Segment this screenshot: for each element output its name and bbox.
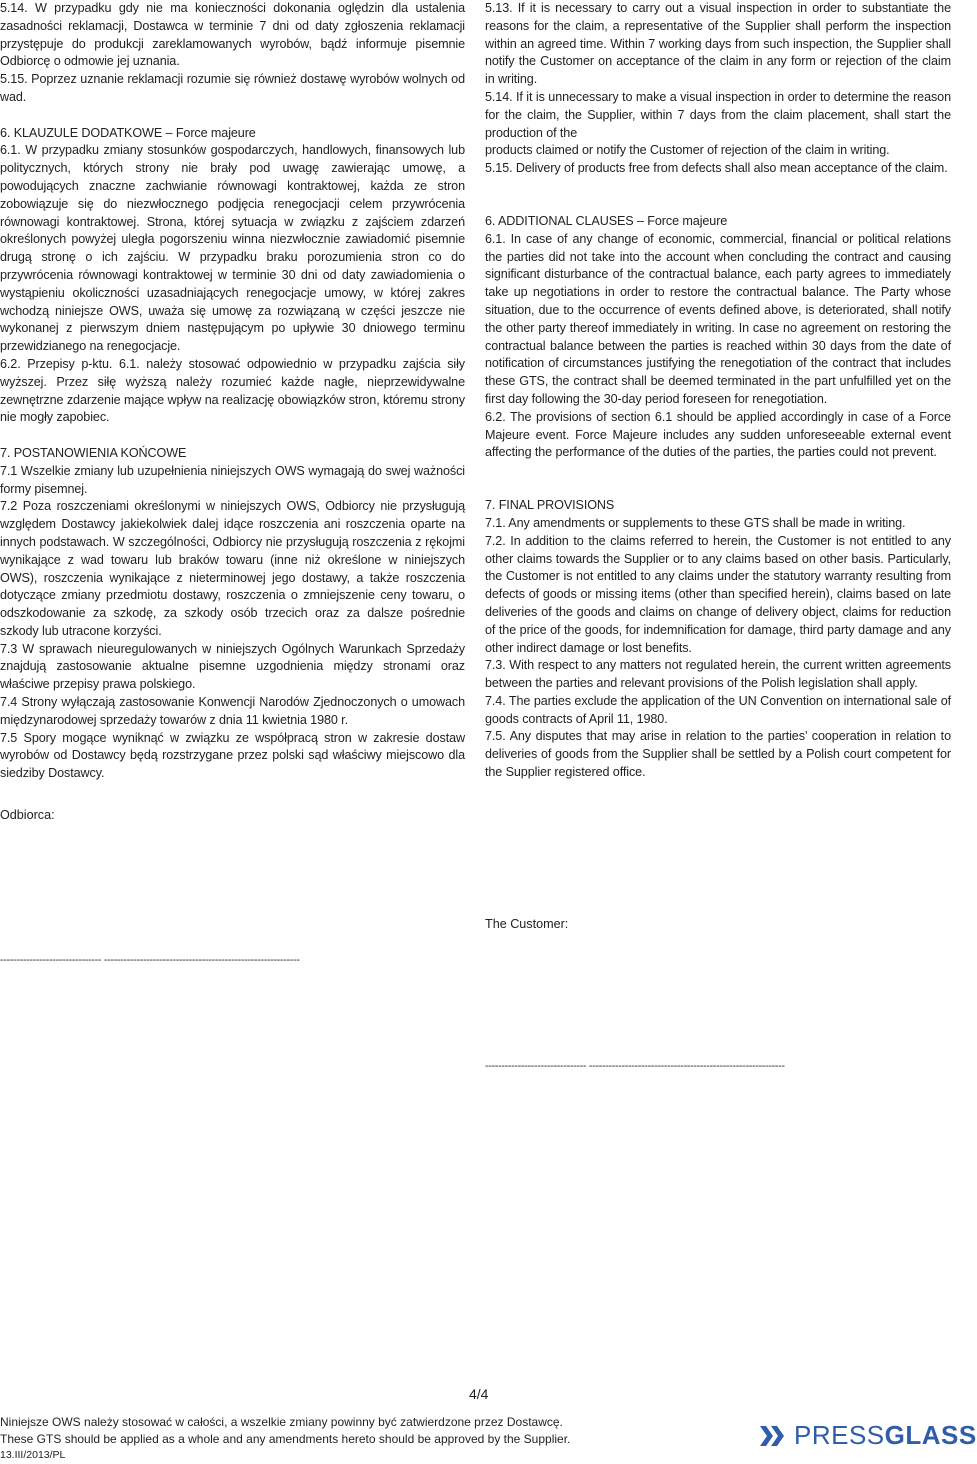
english-column [485,0,951,782]
pressglass-chevrons-logo-icon [760,1423,788,1449]
footer-note-en: These GTS should be applied as a whole and any amendments hereto should be approved by the Supplier. [0,1431,571,1446]
clause-6-2-pl: 6.2. Przepisy p-ktu. 6.1. należy stosować odpowiednio w przypadku zajścia siły wyższej. Przez siłę wyższą należy rozumieć każde nagłe, nieprzewidywalne zewnętrzne zdarzenie mające wpływ na realizację obowiązków stron, któremu strony nie mogły zapobiec. [0,356,465,425]
clause-7-2-en: 7.2. In addition to the claims referred to herein, the Customer is not entitled to any other claims towards the Supplier or to any claims based on other basis. Particularly, the Customer is not entitled to any claims under the statutory warranty resulting from defects of goods or missing items (other than specified herein), claims based on late deliveries of the goods and claims on change of delivery object, claims for reduction of the price of the goods, for indemnification for damage, third party damage and any other indirect damage or lost benefits. [485,533,951,655]
section-6-heading-pl: 6. KLAUZULE DODATKOWE – Force majeure [0,125,256,140]
clause-5-14-en: 5.14. If it is unnecessary to make a visual inspection in order to determine the reason for the claim, the Supplier, within 7 days from the claim placement, shall start the production of the [485,89,951,140]
clause-6-2-en: 6.2. The provisions of section 6.1 should be applied accordingly in case of a Force Majeure event. Force Majeure includes any sudden unforeseeable external event affecting the performance of the duties of the parties, the parties could not prevent. [485,409,951,460]
footer [0,1414,700,1464]
signature-label-pl: Odbiorca: [0,808,55,822]
signature-label-en: The Customer: [485,917,569,931]
page-number: 4/4 [469,1386,489,1402]
signature-line-pl: ------------------------------- ------------------------------------------------------------ [0,954,300,966]
clause-7-4-en: 7.4. The parties exclude the application of the UN Convention on international sale of goods contracts of April 11, 1980. [485,693,951,726]
clause-7-2-pl: 7.2 Poza roszczeniami określonymi w niniejszych OWS, Odbiorcy nie przysługują względem Dostawcy jakiekolwiek dalej idące roszczenia ani roszczenia oparte na innych podstawach. W szczególności, Odbiorcy nie przysługują roszczenia z rękojmi wynikające z wad towaru lub braków towaru (inne niż określone w niniejszych OWS), roszczenia wynikające z nieterminowej jego dostawy, a także roszczenia dotyczące zmiany przedmiotu dostawy, roszczenia o zmniejszenie ceny towaru, o odszkodowanie za szkodę, za szkody osób trzecich oraz za dalsze pośrednie szkody lub utracone korzyści. [0,499,465,638]
clause-7-1-en: 7.1. Any amendments or supplements to these GTS shall be made in writing. [485,515,906,530]
clause-5-14-en-continued: products claimed or notify the Customer of rejection of the claim in writing. [485,143,890,158]
clause-5-13-en: 5.13. If it is necessary to carry out a visual inspection in order to substantiate the reasons for the claim, a representative of the Supplier shall perform the inspection within an agreed time. Within 7 working days from such inspection, the Supplier shall notify the Customer on acceptance of the claim in any form or rejection of the claim in writing. [485,1,951,87]
polish-column [0,0,465,783]
section-7-heading-en: 7. FINAL PROVISIONS [485,498,615,513]
signature-line-en: ------------------------------- ------------------------------------------------------------ [485,1060,785,1072]
clause-7-3-en: 7.3. With respect to any matters not regulated herein, the current written agreements between the parties and relevant provisions of the Polish legislation shall apply. [485,658,951,691]
logo-text-glass: GLASS [884,1420,977,1450]
clause-7-5-en: 7.5. Any disputes that may arise in relation to the parties’ cooperation in relation to deliveries of goods from the Supplier shall be settled by a Polish court competent for the Supplier registered office. [485,729,951,780]
clause-5-15-pl: 5.15. Poprzez uznanie reklamacji rozumie się również dostawę wyrobów wolnych od wad. [0,72,465,104]
logo-wordmark [794,1420,977,1451]
clause-7-1-pl: 7.1 Wszelkie zmiany lub uzupełnienia niniejszych OWS wymagają do swej ważności formy pisemnej. [0,463,465,496]
clause-7-5-pl: 7.5 Spory mogące wyniknąć w związku ze współpracą stron w zakresie dostaw wyrobów od Dostawcy będą rozstrzygane przez polski sąd właściwy miejscowo dla siedziby Dostawcy. [0,730,465,781]
clause-6-1-pl: 6.1. W przypadku zmiany stosunków gospodarczych, handlowych, finansowych lub politycznych, których strony nie brały pod uwagę zawierając umowę, a powodujących znaczne zachwianie równowagi kontraktowej, każda ze stron zobowiązuje się do niezwłocznego podjęcia renegocjacji celem przywrócenia równowagi kontraktowej. Strona, której sytuacja w związku z zajściem zdarzeń określonych powyżej uległa pogorszeniu winna niezwłocznie zawiadomić pisemnie drugą stronę o ich zajściu. W przypadku braku porozumienia stron co do przywrócenia równowagi kontraktowej w terminie 30 dni od daty zawiadomienia o wystąpieniu okoliczności uzasadniających renegocjacje umowy, w której zakres wchodzą niniejsze OWS, uważa się umowę za rozwiązaną w części jeszcze nie wykonanej z pierwszym dniem następującym po upływie 30 dniowego terminu przewidzianego na renegocjacje. [0,143,465,354]
section-6-heading-en: 6. ADDITIONAL CLAUSES – Force majeure [485,213,728,228]
clause-7-4-pl: 7.4 Strony wyłączają zastosowanie Konwencji Narodów Zjednoczonych o umowach międzynarodowej sprzedaży towarów z dnia 11 kwietnia 1980 r. [0,695,465,727]
clause-7-3-pl: 7.3 W sprawach nieuregulowanych w niniejszych Ogólnych Warunkach Sprzedaży znajdują zastosowanie aktualne pisemne uzgodnienia między stronami oraz właściwe przepisy prawa polskiego. [0,641,465,692]
pressglass-logo [760,1420,977,1451]
logo-text-press: PRESS [794,1420,885,1450]
section-7-heading-pl: 7. POSTANOWIENIA KOŃCOWE [0,445,187,460]
clause-6-1-en: 6.1. In case of any change of economic, commercial, financial or political relations the parties did not take into the account when concluding the contract and causing significant disturbance of the contractual balance, each party agrees to immediately take up negotiations in order to restore the contractual balance. The Party whose situation, due to the occurrence of events defined above, is deteriorated, shall notify the other party thereof immediately in writing. In case no agreement on restoring the contractual balance between the parties is reached within 30 days from the date of notification of circumstances justifying the renegotiation of the contract that includes these GTS, the contract shall be deemed terminated in the part unfulfilled yet on the first day following the 30-day period foreseen for renegotiation. [485,231,951,406]
footer-note-pl: Niniejsze OWS należy stosować w całości, a wszelkie zmiany powinny być zatwierdzone przez Dostawcę. [0,1415,563,1429]
clause-5-14-pl: 5.14. W przypadku gdy nie ma konieczności dokonania oględzin dla ustalenia zasadności reklamacji, Dostawca w terminie 7 dni od daty zgłoszenia reklamacji przystępuje do produkcji zareklamowanych wyrobów, bądź informuje pisemnie Odbiorcę o odmowie jej uznania. [0,1,465,69]
clause-5-15-en: 5.15. Delivery of products free from defects shall also mean acceptance of the claim. [485,161,948,176]
document-code: 13.III/2013/PL [0,1449,66,1461]
